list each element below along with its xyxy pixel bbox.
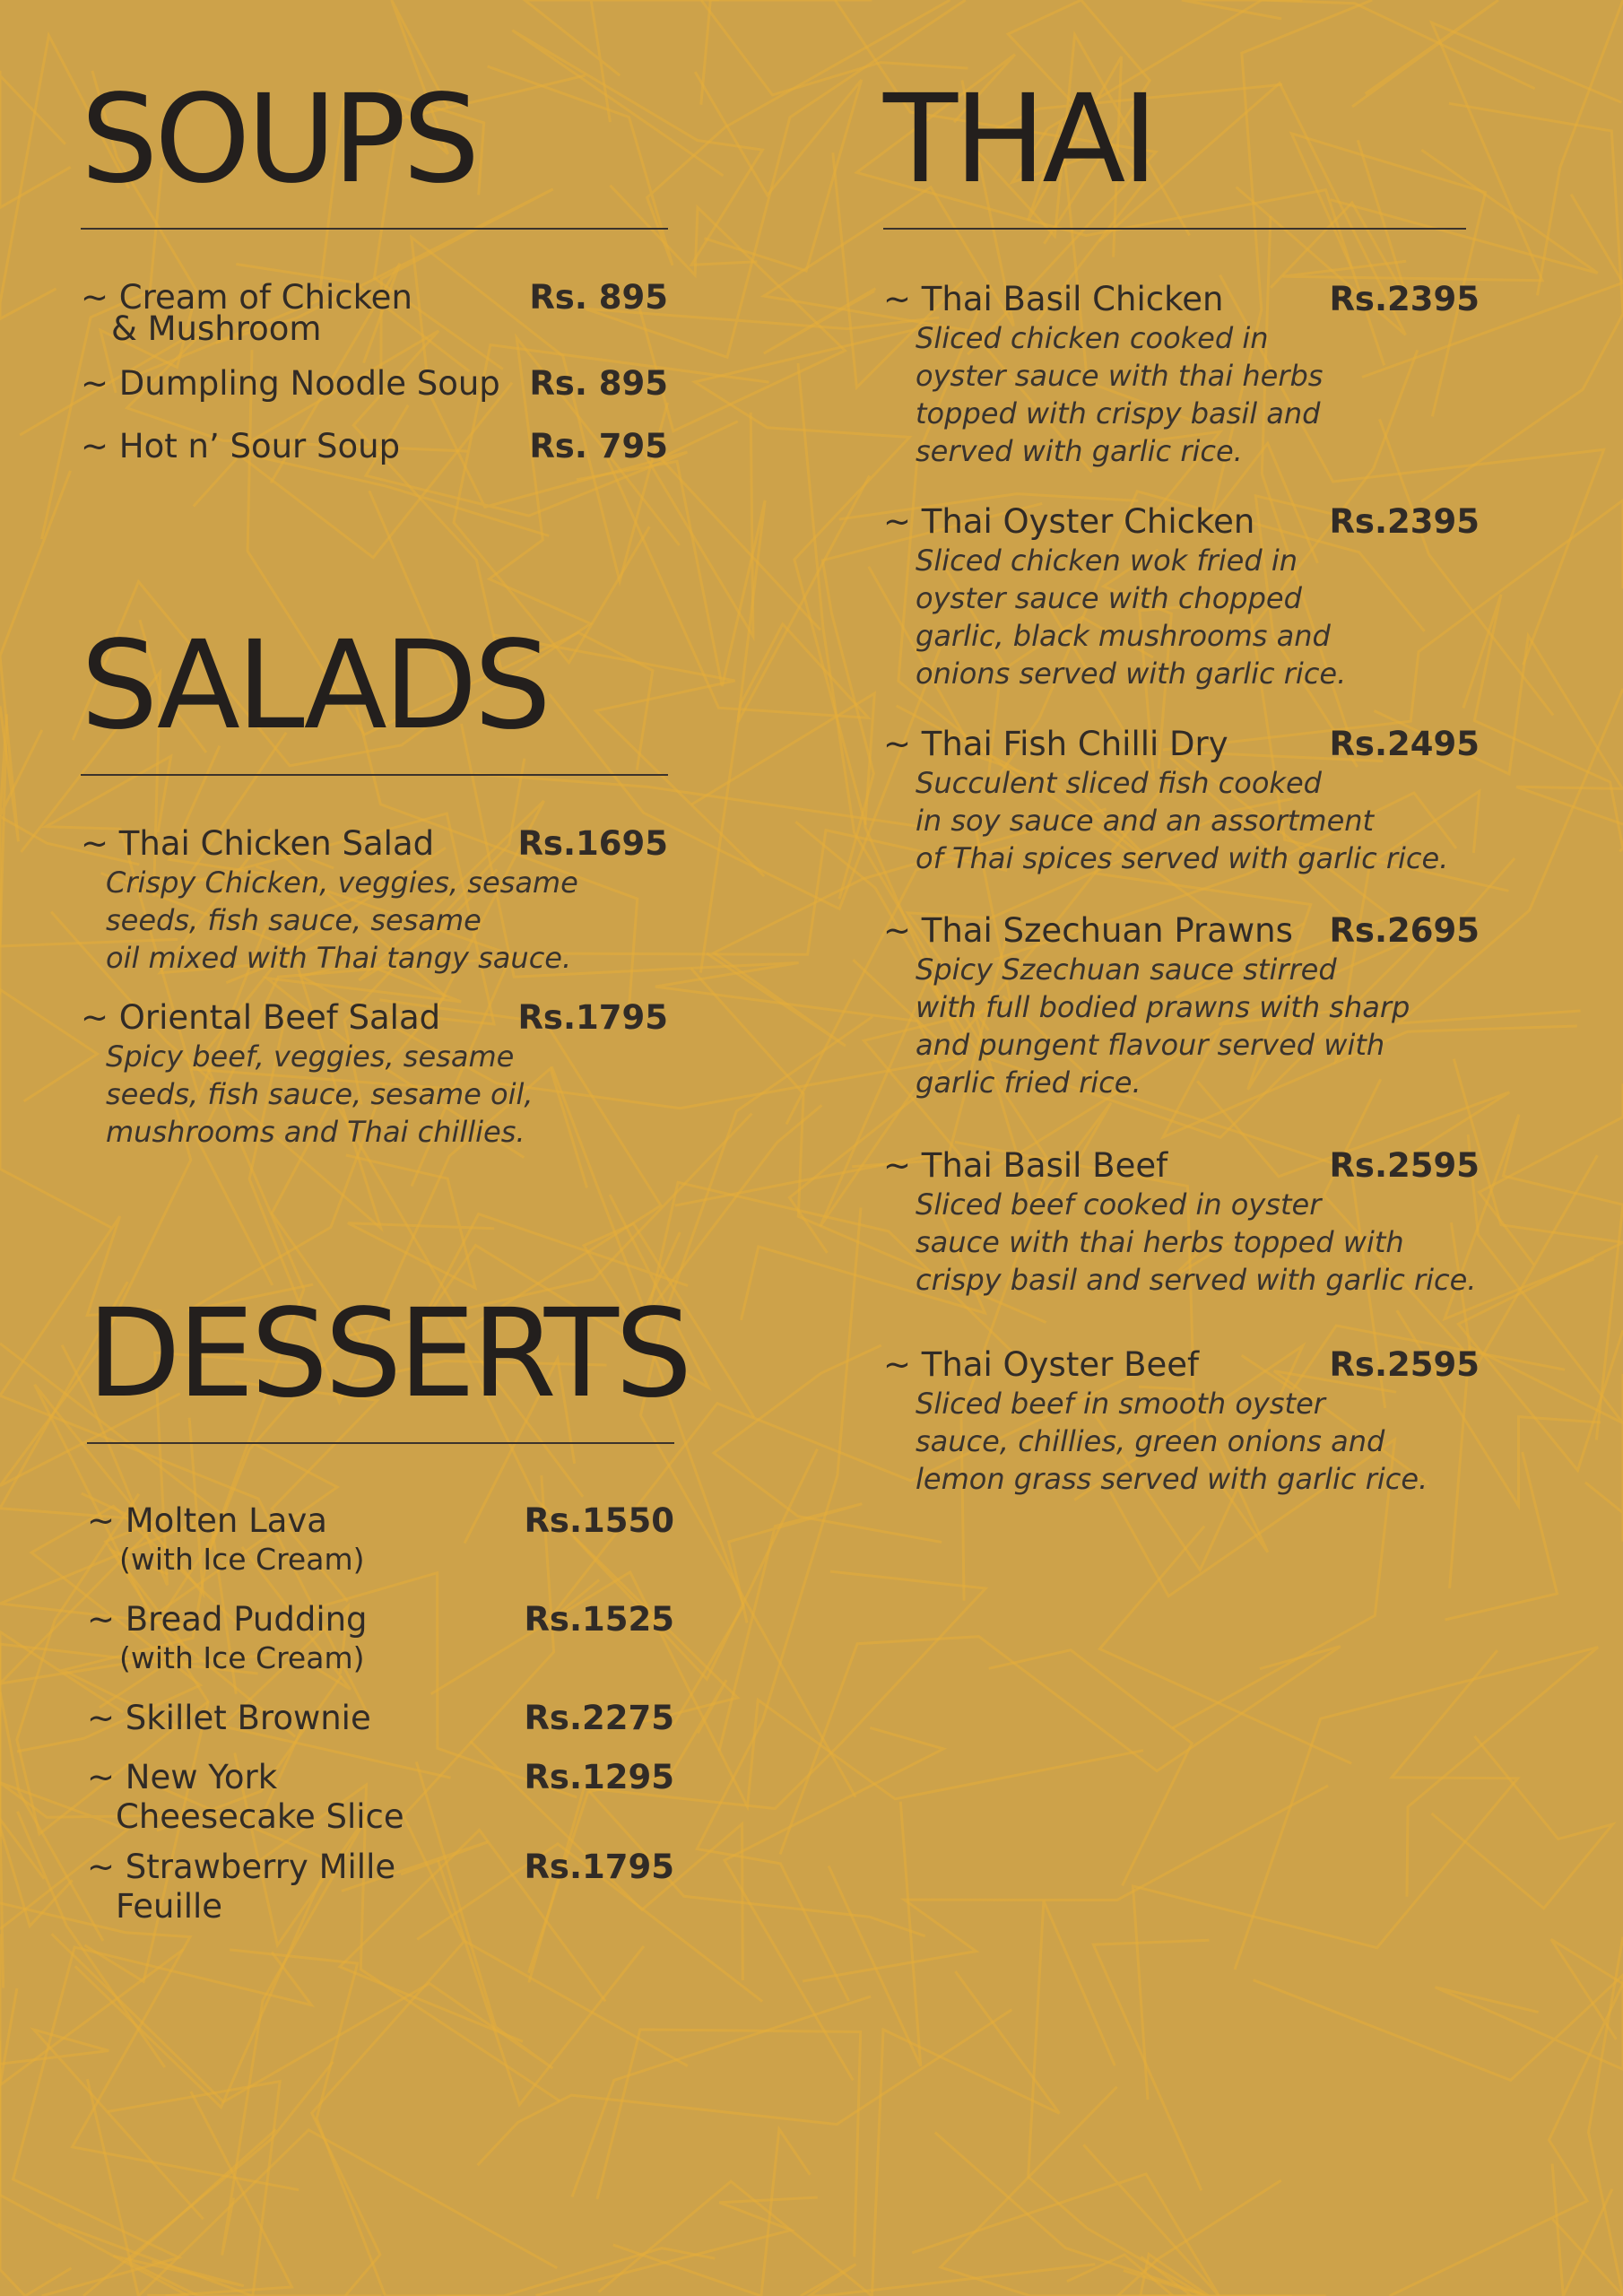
desserts-section xyxy=(87,1283,690,1926)
menu-item xyxy=(883,280,1480,470)
item-price: Rs.2695 xyxy=(1329,911,1480,950)
item-price: Rs.2395 xyxy=(1329,502,1480,541)
item-name: ~ Dumpling Noodle Soup xyxy=(81,364,500,403)
item-name: ~ Molten Lava (with Ice Cream) xyxy=(87,1501,674,1578)
salads-section xyxy=(81,615,668,1151)
pattern-line xyxy=(1235,1648,1598,1970)
item-name: ~ Thai Basil Chicken xyxy=(883,280,1224,318)
item-price: Rs.1550 xyxy=(524,1501,674,1540)
pattern-line xyxy=(0,2030,204,2219)
item-price: Rs. 895 xyxy=(529,364,668,403)
item-name: ~ New York Cheesecake Slice xyxy=(87,1758,404,1836)
item-price: Rs.1295 xyxy=(524,1758,674,1796)
item-price: Rs. 795 xyxy=(529,427,668,465)
item-name: ~ Thai Fish Chilli Dry xyxy=(883,725,1228,763)
item-price: Rs.1695 xyxy=(517,824,668,863)
item-note: (with Ice Cream) xyxy=(119,1640,365,1675)
item-description: Sliced chicken wok fried in oyster sauce with chopped garlic, black mushrooms and onions served with garlic rice. xyxy=(916,544,1347,691)
menu-item xyxy=(883,1345,1480,1498)
pattern-line xyxy=(312,1942,464,2296)
menu-item xyxy=(81,278,668,348)
pattern-line xyxy=(1099,1526,1351,1764)
item-price: Rs.2275 xyxy=(524,1699,674,1737)
menu-item xyxy=(883,725,1480,877)
item-description: Spicy Szechuan sauce stirred with full bodied prawns with sharp and pungent flavour served with garlic fried rice. xyxy=(916,952,1410,1100)
item-price: Rs.2495 xyxy=(1329,725,1480,763)
item-note: (with Ice Cream) xyxy=(119,1542,365,1577)
menu-item xyxy=(87,1600,674,1677)
item-name: ~ Bread Pudding (with Ice Cream) xyxy=(87,1600,674,1677)
pattern-line xyxy=(599,1971,1060,2296)
item-description: Crispy Chicken, veggies, sesame seeds, fish sauce, sesame oil mixed with Thai tangy sauce. xyxy=(106,865,578,975)
desserts-title: DESSERTS xyxy=(87,1283,690,1425)
item-name: ~ Cream of Chicken & Mushroom xyxy=(81,278,412,348)
item-name: ~ Thai Chicken Salad xyxy=(81,824,435,863)
item-description: Spicy beef, veggies, sesame seeds, fish sauce, sesame oil, mushrooms and Thai chillies. xyxy=(106,1039,534,1149)
item-name: ~ Strawberry Mille Feuille xyxy=(87,1848,396,1926)
menu-item xyxy=(81,364,668,404)
menu-item xyxy=(87,1848,674,1926)
soups-section xyxy=(81,69,668,466)
item-name: ~ Hot n’ Sour Soup xyxy=(81,427,401,465)
pattern-line xyxy=(13,1947,312,2296)
item-description: Sliced beef in smooth oyster sauce, chillies, green onions and lemon grass served with garlic rice. xyxy=(916,1387,1428,1496)
item-price: Rs.1795 xyxy=(524,1848,674,1886)
item-name: ~ Thai Oyster Chicken xyxy=(883,502,1255,541)
item-price: Rs. 895 xyxy=(529,278,668,317)
pattern-line xyxy=(437,2248,715,2296)
item-price: Rs.2395 xyxy=(1329,280,1480,318)
item-price: Rs.1525 xyxy=(524,1600,674,1639)
menu-item xyxy=(81,427,668,466)
pattern-line xyxy=(695,72,862,271)
pattern-line xyxy=(165,2092,291,2296)
menu-item xyxy=(883,911,1480,1101)
item-name: ~ Thai Oyster Beef xyxy=(883,1345,1200,1384)
item-name: ~ Skillet Brownie xyxy=(87,1699,371,1737)
pattern-line xyxy=(0,1934,72,2296)
item-price: Rs.2595 xyxy=(1329,1146,1480,1185)
pattern-line xyxy=(1538,0,1623,295)
pattern-line xyxy=(1254,1975,1623,2080)
pattern-line xyxy=(0,71,71,208)
pattern-line xyxy=(1117,2180,1281,2296)
soups-title: SOUPS xyxy=(81,69,477,211)
pattern-line xyxy=(0,2040,188,2296)
menu-item xyxy=(883,1146,1480,1299)
pattern-line xyxy=(829,1802,921,2066)
item-price: Rs.2595 xyxy=(1329,1345,1480,1384)
menu-item xyxy=(87,1501,674,1578)
pattern-line xyxy=(613,2129,811,2296)
pattern-line xyxy=(1093,1940,1209,2190)
pattern-line xyxy=(941,2087,1192,2296)
pattern-line xyxy=(0,1950,184,2085)
thai-section xyxy=(883,69,1480,1498)
menu-item xyxy=(87,1699,674,1738)
pattern-line xyxy=(597,2030,861,2257)
item-name: ~ Thai Szechuan Prawns xyxy=(883,911,1293,950)
pattern-line xyxy=(780,1637,1341,1855)
item-price: Rs.1795 xyxy=(517,998,668,1037)
menu-item xyxy=(87,1758,674,1837)
salads-title: SALADS xyxy=(81,615,548,757)
pattern-line xyxy=(1463,595,1623,851)
item-description: Sliced chicken cooked in oyster sauce with thai herbs topped with crispy basil and served with garlic rice. xyxy=(916,321,1324,468)
pattern-line xyxy=(0,471,71,841)
item-name: ~ Oriental Beef Salad xyxy=(81,998,441,1037)
pattern-line xyxy=(536,2197,818,2296)
menu-item xyxy=(81,998,668,1151)
item-name: ~ Thai Basil Beef xyxy=(883,1146,1168,1185)
item-description: Succulent sliced fish cooked in soy sauce and an assortment of Thai spices served with garlic rice. xyxy=(916,766,1449,875)
pattern-line xyxy=(1432,1736,1613,1909)
menu-item xyxy=(883,502,1480,692)
pattern-line xyxy=(478,2010,1012,2165)
thai-title: THAI xyxy=(883,69,1155,211)
item-description: Sliced beef cooked in oyster sauce with thai herbs topped with crispy basil and served with garlic rice. xyxy=(916,1187,1477,1297)
pattern-line xyxy=(1182,0,1302,19)
menu-item xyxy=(81,824,668,977)
